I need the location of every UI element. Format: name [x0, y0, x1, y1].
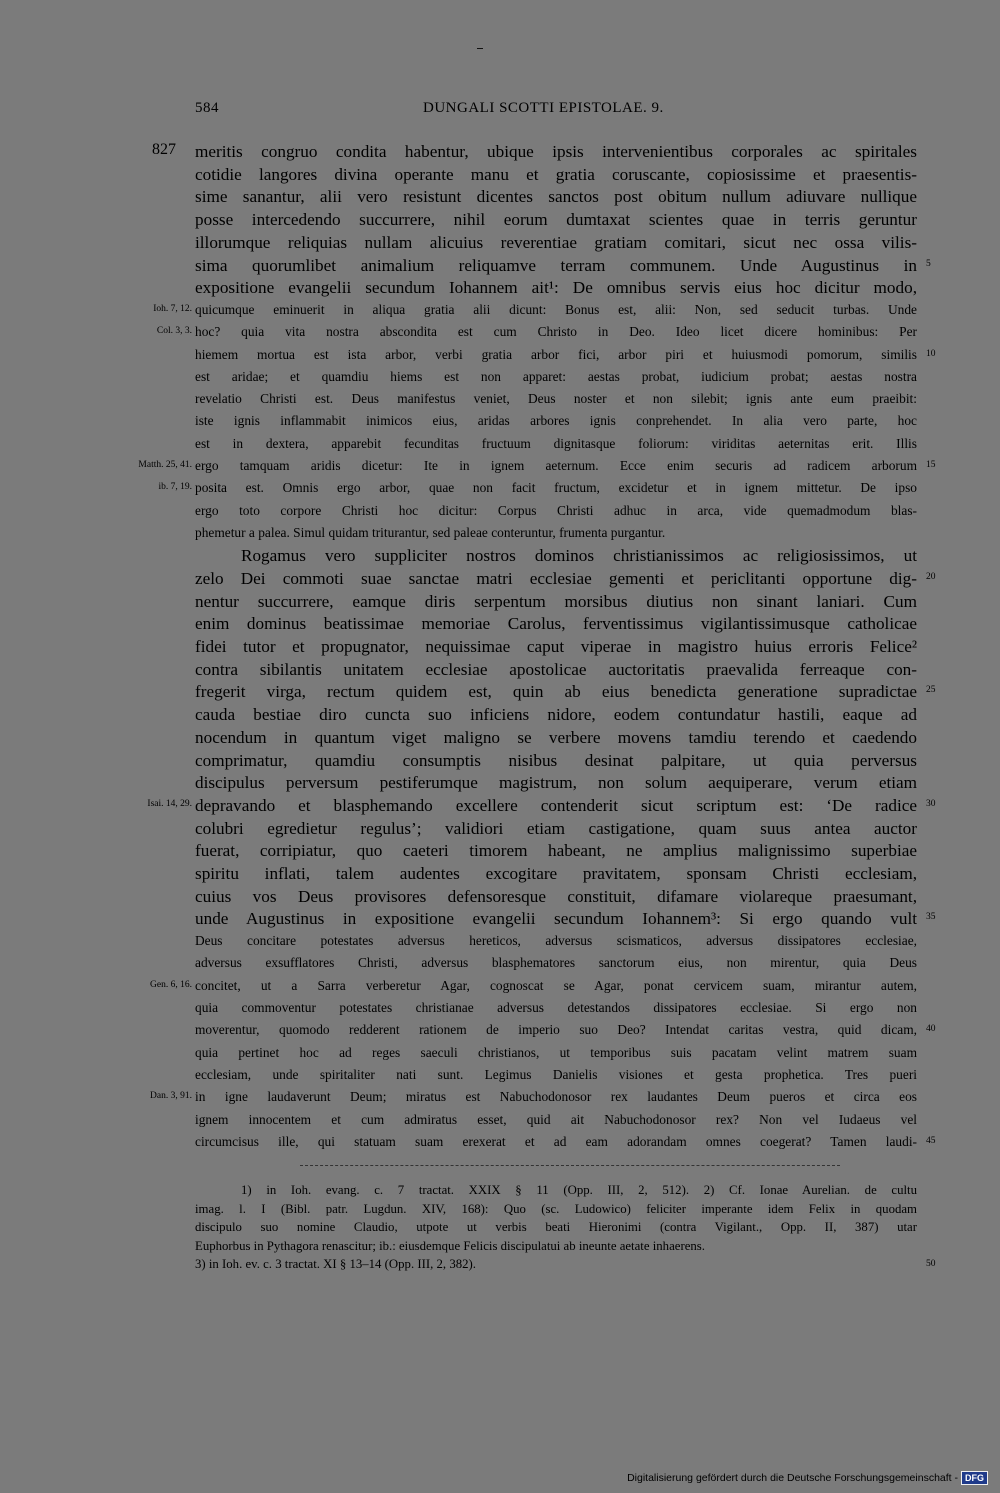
text-line: Rogamus vero suppliciter nostros dominos christianissimos ac religiosissimos, ut	[241, 546, 917, 566]
margin-ref: Col. 3, 3.	[156, 326, 192, 337]
margin-ref: Ioh. 7, 12.	[153, 303, 192, 314]
credit-text: Digitalisierung gefördert durch die Deutsche Forschungsgemeinschaft -	[627, 1472, 958, 1484]
line-number: 30	[926, 798, 936, 809]
text-line: quia commoventur potestates christianae adversus detestandos dissipatores ecclesiae. Si ergo non	[195, 1000, 917, 1015]
digitization-credit	[627, 1469, 988, 1487]
margin-ref: ib. 7, 19.	[158, 482, 192, 493]
text-line: nentur succurrere, eamque diris serpentum morsibus diutius non sinant laniari. Cum	[195, 591, 917, 611]
text-line: phemetur a palea. Simul quidam triturantur, sed paleae conteruntur, frumenta purgantur.	[195, 524, 666, 540]
text-line: quia pertinet hoc ad reges saeculi christianos, ut temporibus suis pacatam velint matrem suam	[195, 1044, 917, 1060]
footnote-line: 1) in Ioh. evang. c. 7 tractat. XXIX § 11 (Opp. III, 2, 512). 2) Cf. Ionae Aurelian. de cultu	[241, 1183, 917, 1197]
text-line: unde Augustinus in expositione evangelii secundum Iohannem³: Si ergo quando vult	[195, 909, 917, 929]
line-number: 5	[926, 258, 931, 269]
text-line: revelatio Christi est. Deus manifestus veniet, Deus noster et non silebit; ignis ante eum praeibit:	[195, 391, 917, 407]
text-line: ergo toto corpore Christi hoc dicitur: Corpus Christi adhuc in arca, vide quemadmodum blas-	[195, 502, 917, 518]
line-number: 10	[926, 348, 936, 359]
text-line: ignem innocentem et cum admiratus esset, quid ait Nabuchodonosor rex? Non vel Iudaeus vel	[195, 1111, 917, 1127]
text-line: contra sibilantis unitatem ecclesiae apostolicae auctoritatis praevalida ferreaque con-	[195, 659, 917, 679]
line-number: 45	[926, 1135, 936, 1146]
text-line: fregerit virga, rectum quidem est, quin ab eius benedicta generatione supradictae	[195, 682, 917, 702]
text-line: comprimatur, quamdiu consumptis nisibus desinat palpitare, ut quia perversus	[195, 750, 917, 770]
text-line: posse intercedendo succurrere, nihil eorum dumtaxat scientes quae in terris geruntur	[195, 210, 917, 230]
text-line: circumcisus ille, qui statuam suam erexerat et ad eam adorandam omnes coegerat? Tamen laudi-	[195, 1133, 917, 1149]
running-title: DUNGALI SCOTTI EPISTOLAE. 9.	[423, 100, 664, 116]
line-number: 25	[926, 685, 936, 696]
year-margin-note: 827	[152, 141, 176, 158]
text-line: spiritu inflati, talem audentes excogitare pravitatem, sponsam Christi ecclesiam,	[195, 864, 917, 883]
margin-ref: Gen. 6, 16.	[150, 979, 192, 990]
text-line: adversus exsufflatores Christi, adversus blasphematores sanctorum eius, non mirentur, quia Deus	[195, 955, 917, 971]
text-line: ecclesiam, unde spiritaliter nati sunt. Legimus Danielis visiones et gesta prophetica. Tres pueri	[195, 1066, 917, 1082]
text-line: quicumque eminuerit in aliqua gratia alii dicunt: Bonus est, alii: Non, sed seducit turbas. Unde	[195, 301, 917, 317]
footnote-line: imag. l. I (Bibl. patr. Lugdun. XIV, 168): Quo (sc. Ludowico) feliciter imperante idem Felix in quodam	[195, 1201, 917, 1216]
text-line: illorumque reliquias nullam alicuius reverentiae gratiam comitari, sicut nec ossa vilis-	[195, 232, 917, 252]
footnote-line: Euphorbus in Pythagora renascitur; ib.: eiusdemque Felicis discipulatui ab ineunte aetate inhaerens.	[195, 1238, 705, 1253]
line-number: 40	[926, 1024, 936, 1035]
line-number: 35	[926, 912, 936, 923]
text-line: moverentur, quomodo redderent rationem de imperio suo Deo? Intendat caritas vestra, quid dicam,	[195, 1022, 917, 1038]
footnote-line: 3) in Ioh. ev. c. 3 tractat. XI § 13–14 (Opp. III, 2, 382).	[195, 1257, 476, 1271]
page-header	[195, 100, 917, 120]
margin-ref: Isai. 14, 29.	[147, 798, 192, 809]
text-line: fidei tutor et propugnator, nequissimae caput viperae in magistro huius erroris Felice²	[195, 637, 917, 656]
text-line: discipulus perversum pestiferumque magistrum, non solum aequiperare, verum etiam	[195, 773, 917, 793]
text-line: nocendum in quantum viget maligno se verbere movens tamdiu terendo et caedendo	[195, 727, 917, 747]
text-line: est aridae; et quamdiu hiems est non apparet: aestas probat, iudicium probat; aestas nostra	[195, 368, 917, 384]
line-number: 50	[926, 1259, 936, 1269]
text-line: cuius vos Deus provisores defensoresque constituit, difamare violareque praesumant,	[195, 886, 917, 906]
text-line: meritis congruo condita habentur, ubique ipsis intervenientibus corporales ac spiritales	[195, 142, 917, 161]
text-line: sime sanantur, alii vero resistunt dicentes sanctos post obitum nullum adiuvare nullique	[195, 187, 917, 207]
text-line: zelo Dei commoti suae sanctae matri ecclesiae gementi et periclitanti opportune dig-	[195, 568, 917, 588]
text-line: sima quorumlibet animalium reliquamve terram communem. Unde Augustinus in	[195, 255, 917, 275]
margin-ref: Matth. 25, 41.	[138, 460, 192, 470]
text-line: depravando et blasphemando excellere contenderit sicut scriptum est: ‘De radice	[195, 795, 917, 815]
page-mark	[477, 48, 483, 49]
page-number: 584	[195, 100, 219, 116]
text-line: concitet, ut a Sarra verberetur Agar, cognoscat se Agar, ponat cervicem suam, mirantur autem,	[195, 977, 917, 993]
footnote-line: discipulo suo nomine Claudio, utpote ut verbis beati Hieronimi (contra Vigilant., Opp. II, 387) utar	[195, 1220, 917, 1234]
dfg-logo: DFG	[961, 1471, 988, 1485]
text-line: colubri egredietur regulus’; validiori etiam castigatione, quam suus antea auctor	[195, 818, 917, 838]
text-line: ergo tamquam aridis dicetur: Ite in ignem aeternum. Ecce enim securis ad radicem arborum	[195, 458, 917, 473]
line-number: 20	[926, 571, 936, 582]
text-line: hiemem mortua est ista arbor, verbi gratia arbor fici, arbor piri et huiusmodi pomorum, similis	[195, 346, 917, 362]
text-line: Deus concitare potestates adversus hereticos, adversus scismaticos, adversus dissipatores ecclesiae,	[195, 933, 917, 949]
margin-ref: Dan. 3, 91.	[150, 1091, 192, 1102]
text-line: in igne laudaverunt Deum; miratus est Nabuchodonosor rex laudantes Deum pueros et circa eos	[195, 1089, 917, 1105]
footnote-separator	[300, 1165, 840, 1167]
text-line: cotidie langores divina operante manu et gratia coruscante, copiosissime et praesentis-	[195, 164, 917, 184]
text-line: cauda bestiae diro cuncta suo inficiens nidore, eodem contundatur hastili, eaque ad	[195, 705, 917, 725]
text-line: fuerat, corripiatur, quo caeteri timorem habeant, ne amplius malignissimo superbiae	[195, 841, 917, 861]
text-line: est in dextera, apparebit fecunditas fructuum dignitasque foliorum: viriditas aeternitas erit. Illis	[195, 435, 917, 451]
text-line: hoc? quia vita nostra abscondita est cum Christo in Deo. Ideo licet dicere hominibus: Per	[195, 324, 917, 340]
text-line: enim dominus beatissimae memoriae Carolus, ferventissimus vigilantissimusque catholicae	[195, 614, 917, 634]
text-line: iste ignis inflammabit inimicos eius, aridas arbores ignis conprehendet. In alia vero parte, hoc	[195, 413, 917, 429]
text-line: posita est. Omnis ergo arbor, quae non facit fructum, excidetur et in ignem mittetur. De ipso	[195, 480, 917, 496]
text-line: expositione evangelii secundum Iohannem ait¹: De omnibus servis eius hoc dicitur modo,	[195, 278, 917, 298]
line-number: 15	[926, 460, 936, 470]
